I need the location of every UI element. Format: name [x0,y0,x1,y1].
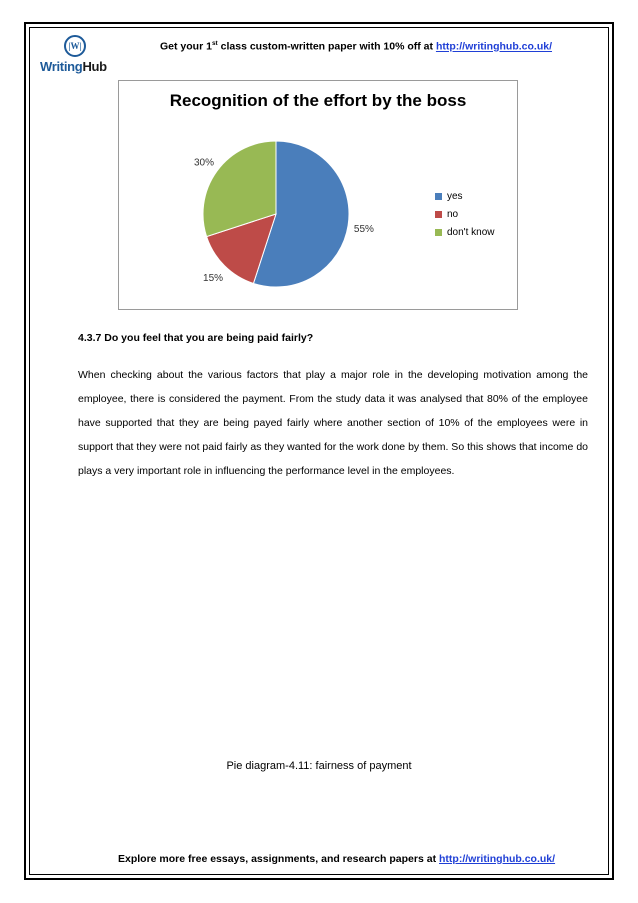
legend-swatch [435,229,442,236]
legend-swatch [435,193,442,200]
writinghub-logo[interactable] [36,33,116,81]
body-paragraph: When checking about the various factors that play a major role in the developing motivation among the employee, there is considered the payment. From the study data it was analysed that 80% of the employee have supported that they are being payed fairly where another section of 10% of the employees were in support that they were not paid fairly as they wanted for the work done by them. So this shows that income do plays a very important role in influencing the performance level in the employees. [78,369,588,477]
logo-mark-icon: |W| [64,35,86,57]
logo-text: WritingHub [40,59,107,74]
pie-data-label: 15% [203,272,224,284]
pie-data-label: 30% [193,157,215,169]
legend-swatch [435,211,442,218]
header-promo: Get your 1st class custom-written paper with 10% off at http://writinghub.co.uk/ [160,40,553,53]
legend-label: no [447,208,459,220]
legend-label: yes [447,190,463,202]
pie-chart [118,80,518,310]
chart-title: Recognition of the effort by the boss [169,91,467,110]
footer-promo: Explore more free essays, assignments, and research papers at http://writinghub.co.uk/ [118,853,556,865]
section-heading: 4.3.7 Do you feel that you are being paid fairly? [78,332,314,344]
legend-item [435,223,495,241]
figure-caption: Pie diagram-4.11: fairness of payment [226,760,412,772]
chart-legend [435,187,495,241]
legend-label: don't know [447,226,495,238]
header-link[interactable]: http://writinghub.co.uk/ [435,40,553,53]
footer-link[interactable]: http://writinghub.co.uk/ [439,853,556,865]
pie-data-label: 55% [353,223,374,235]
legend-item [435,187,495,205]
legend-item [435,205,495,223]
